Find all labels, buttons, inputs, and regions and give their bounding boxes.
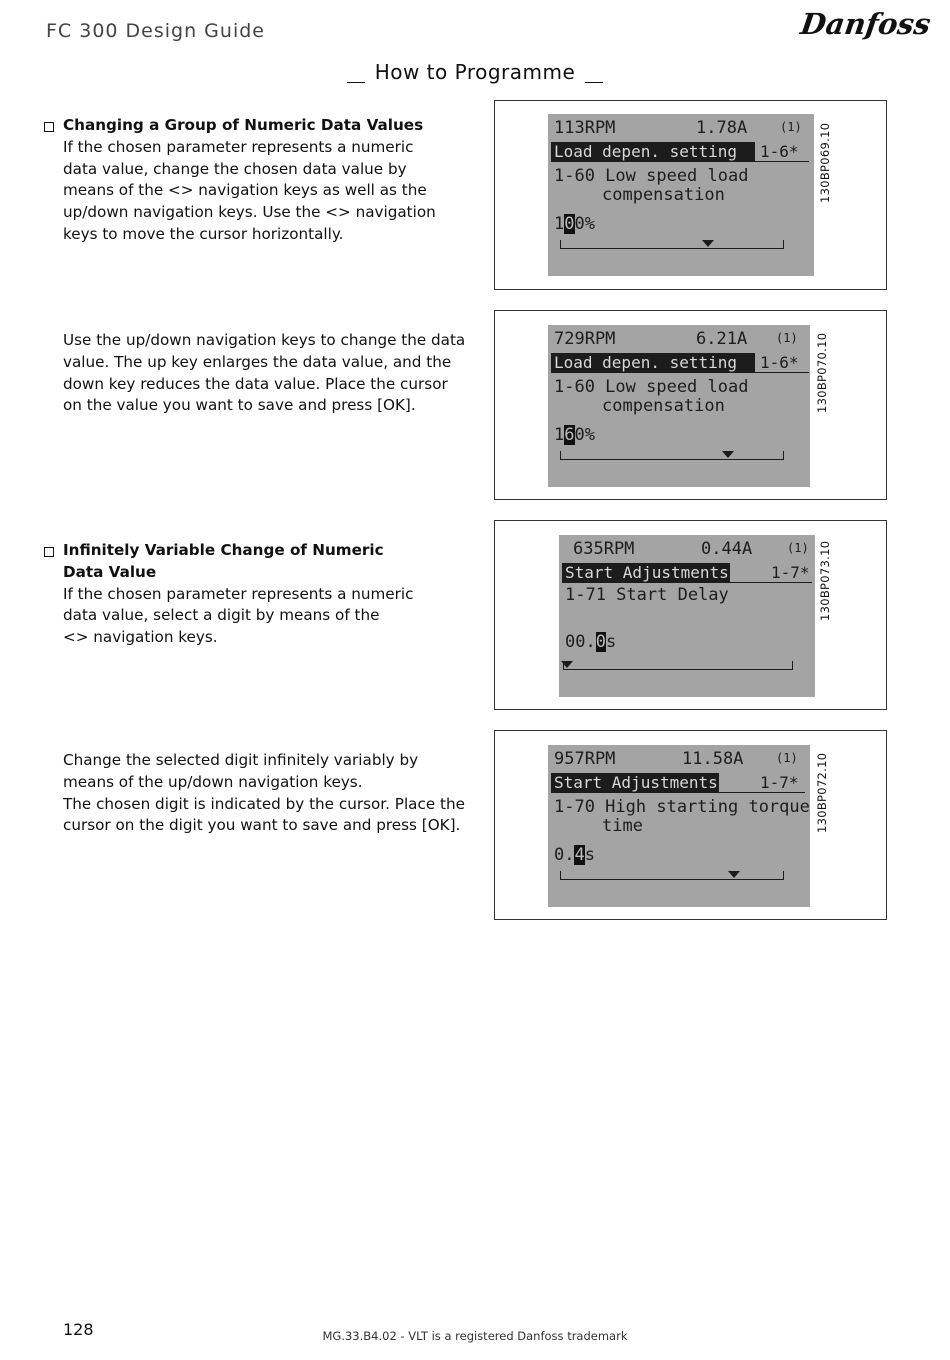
- text-line: value. The up key enlarges the data value, and the: [63, 352, 452, 371]
- lcd-group-id: 1-7*: [760, 773, 799, 792]
- lcd-display: [548, 325, 810, 487]
- text-block-1: [63, 115, 473, 246]
- lcd-value: 0.4s: [554, 845, 595, 865]
- lcd-cursor: 0: [564, 214, 575, 234]
- lcd-group-id: 1-7*: [771, 563, 810, 582]
- lcd-cursor: 0: [595, 632, 606, 652]
- footer-text: MG.33.B4.02 - VLT is a registered Danfoss trademark: [322, 1329, 628, 1343]
- lcd-figure-4: [494, 730, 887, 920]
- figure-code: 130BP073.10: [818, 540, 832, 621]
- section-title: How to Programme: [0, 60, 950, 84]
- danfoss-logo: [798, 2, 933, 50]
- lcd-group-bar: Start Adjustments: [562, 563, 730, 583]
- scale-pointer-icon: [728, 871, 740, 878]
- menu-indicator-icon: (1): [787, 541, 809, 555]
- lcd-speed: 635RPM: [573, 539, 635, 559]
- document-title: FC 300 Design Guide: [46, 20, 265, 42]
- lcd-figure-1: [494, 100, 887, 290]
- text-line: means of the up/down navigation keys.: [63, 772, 363, 791]
- block-heading: Infinitely Variable Change of Numeric: [63, 541, 384, 559]
- text-line: down key reduces the data value. Place the cursor: [63, 374, 448, 393]
- lcd-scale: [560, 871, 784, 880]
- text-line: Use the up/down navigation keys to change the data: [63, 331, 466, 349]
- text-line: keys to move the cursor horizontally.: [63, 224, 344, 243]
- menu-indicator-icon: (1): [776, 751, 798, 765]
- text-line: cursor on the digit you want to save and press [OK].: [63, 816, 461, 835]
- text-line: If the chosen parameter represents a numeric: [63, 137, 414, 156]
- text-line: Change the selected digit infinitely variably by: [63, 751, 419, 769]
- lcd-display: [548, 745, 810, 907]
- scale-pointer-icon: [722, 451, 734, 458]
- lcd-group-id: 1-6*: [760, 353, 799, 372]
- lcd-param-line-1: 1-71 Start Delay: [565, 585, 729, 605]
- scale-pointer-icon: [702, 240, 714, 247]
- figure-code: 130BP070.10: [815, 332, 829, 413]
- block-heading: Data Value: [63, 562, 157, 581]
- lcd-param-line-1: 1-60 Low speed load: [554, 377, 749, 397]
- lcd-display: [548, 114, 814, 276]
- figure-code: 130BP072.10: [815, 752, 829, 833]
- lcd-display: [559, 535, 815, 697]
- block-heading: Changing a Group of Numeric Data Values: [63, 116, 424, 134]
- text-line: up/down navigation keys. Use the <> navigation: [63, 203, 436, 222]
- bullet-square-icon: [44, 122, 54, 132]
- lcd-value: 160%: [554, 425, 595, 445]
- menu-indicator-icon: (1): [780, 120, 802, 134]
- lcd-param-line-1: 1-60 Low speed load: [554, 166, 749, 186]
- lcd-current: 1.78A: [696, 118, 748, 138]
- text-line: data value, change the chosen data value by: [63, 159, 407, 178]
- text-block-4: [63, 750, 473, 837]
- lcd-cursor: 4: [574, 845, 585, 865]
- lcd-figure-3: [494, 520, 887, 710]
- text-line: on the value you want to save and press [OK].: [63, 396, 416, 415]
- lcd-group-bar: Start Adjustments: [551, 773, 719, 793]
- page-number: 128: [63, 1320, 94, 1339]
- text-line: If the chosen parameter represents a numeric: [63, 584, 414, 603]
- lcd-group-bar: Load depen. setting: [551, 142, 755, 162]
- menu-indicator-icon: (1): [776, 331, 798, 345]
- lcd-param-line-2: compensation: [602, 185, 725, 205]
- lcd-speed: 729RPM: [554, 329, 616, 349]
- lcd-group-id: 1-6*: [760, 142, 799, 161]
- lcd-current: 6.21A: [696, 329, 748, 349]
- lcd-scale: [560, 240, 784, 249]
- text-line: means of the <> navigation keys as well as the: [63, 181, 427, 200]
- lcd-param-line-2: compensation: [602, 396, 725, 416]
- lcd-value: 100%: [554, 214, 595, 234]
- scale-pointer-icon: [561, 661, 573, 668]
- text-line: The chosen digit is indicated by the cursor. Place the: [63, 794, 465, 813]
- logo-wordmark: Danfoss: [798, 7, 933, 41]
- lcd-group-bar: Load depen. setting: [551, 353, 755, 373]
- bullet-square-icon: [44, 547, 54, 557]
- lcd-current: 11.58A: [682, 749, 744, 769]
- lcd-scale: [560, 451, 784, 460]
- text-block-3: [63, 540, 473, 649]
- text-block-2: [63, 330, 473, 417]
- lcd-figure-2: [494, 310, 887, 500]
- lcd-value: 00.0s: [565, 632, 617, 652]
- lcd-speed: 957RPM: [554, 749, 616, 769]
- lcd-scale: [563, 661, 793, 670]
- lcd-current: 0.44A: [701, 539, 753, 559]
- text-line: data value, select a digit by means of the: [63, 606, 380, 625]
- lcd-param-line-2: time: [602, 816, 643, 836]
- text-line: <> navigation keys.: [63, 628, 218, 647]
- figure-code: 130BP069.10: [818, 122, 832, 203]
- lcd-cursor: 6: [564, 425, 575, 445]
- lcd-param-line-1: 1-70 High starting torque: [554, 797, 810, 817]
- lcd-speed: 113RPM: [554, 118, 616, 138]
